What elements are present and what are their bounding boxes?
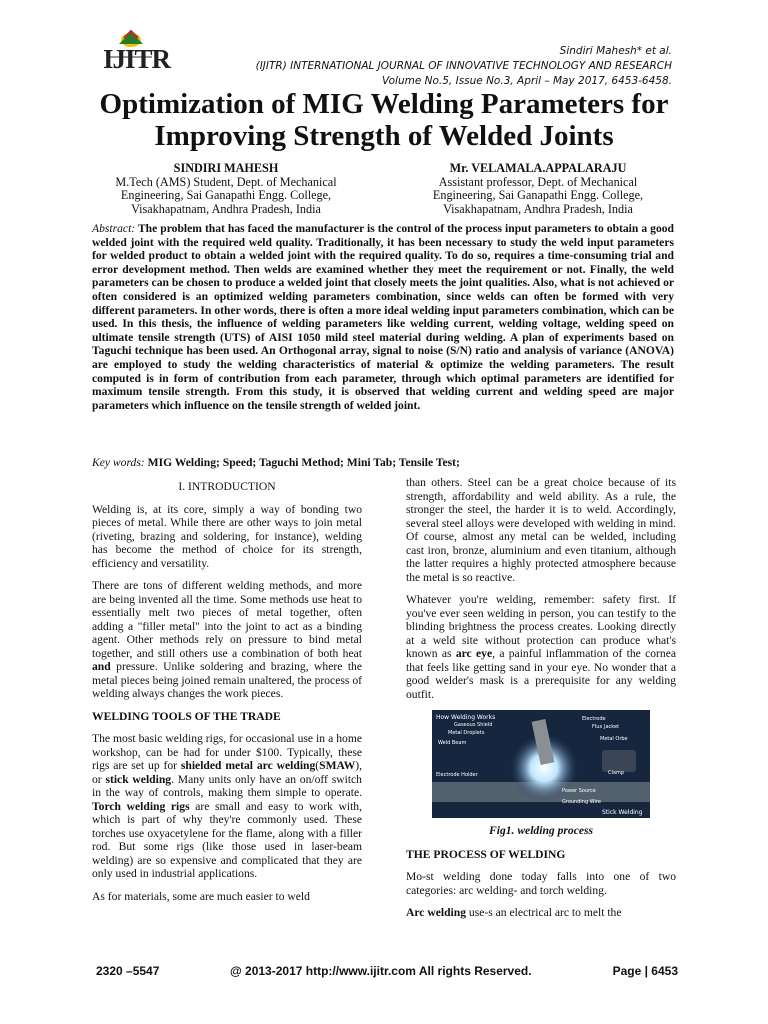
footer-copyright: @ 2013-2017 http://www.ijitr.com All rights Reserved. bbox=[230, 964, 532, 978]
section-heading: WELDING TOOLS OF THE TRADE bbox=[92, 709, 281, 723]
paragraph bbox=[406, 593, 676, 701]
section-heading: I. INTRODUCTION bbox=[178, 480, 276, 493]
text-run: , a painful inflammation of the cornea that feels like getting sand in your eye. No wonder that a good welder's mask is a prerequisite for any welding outfit. bbox=[406, 647, 676, 701]
figure-label: Clamp bbox=[608, 770, 624, 776]
text-run: ), or bbox=[92, 759, 362, 786]
text-run: Torch welding rigs bbox=[92, 799, 190, 813]
text-run: use-s an electrical arc to melt the bbox=[466, 906, 622, 919]
text-run: The most basic welding rigs, for occasional use in a home workshop, can be had for under $100. Typically, these rigs are set up for bbox=[92, 732, 362, 772]
author-name: SINDIRI MAHESH bbox=[173, 161, 279, 175]
paragraph: As for materials, some are much easier to weld bbox=[92, 889, 310, 903]
paragraph bbox=[92, 732, 362, 881]
left-column bbox=[92, 476, 362, 912]
text-run: and bbox=[92, 660, 111, 673]
author-affiliation: Assistant professor, Dept. of Mechanical bbox=[438, 174, 638, 189]
text-run: Arc welding bbox=[406, 906, 467, 919]
text-run: There are tons of different welding methods, and more are being invented all the time. Some methods use heat to essentially melt two pieces of metal together, often adding a "filler metal" into the joint to act as a binding agent. Other methods rely on pressure to bind metal together, and still others use a combination of both heat bbox=[92, 579, 362, 660]
author-affiliation: Visakhapatnam, Andhra Pradesh, India bbox=[131, 201, 321, 216]
figure-label: Stick Welding bbox=[602, 809, 643, 816]
figure-label: Power Source bbox=[562, 788, 596, 794]
author-affiliation: Visakhapatnam, Andhra Pradesh, India bbox=[443, 201, 633, 216]
header-author: Sindiri Mahesh* et al. bbox=[559, 45, 672, 57]
paper-title: Optimization of MIG Welding Parameters for Improving Strength of Welded Joints bbox=[99, 88, 669, 152]
paragraph: Mo-st welding done today falls into one of two categories: arc welding- and torch welding. bbox=[406, 870, 676, 897]
figure-label: Metal Orbe bbox=[600, 736, 628, 742]
footer-issn: 2320 –5547 bbox=[96, 964, 160, 978]
welding-process-figure bbox=[432, 710, 650, 818]
figure-label: Weld Beam bbox=[438, 740, 467, 746]
section-heading: THE PROCESS OF WELDING bbox=[406, 847, 566, 861]
figure-caption: Fig1. welding process bbox=[488, 824, 594, 837]
text-run: Whatever you're welding, remember: safety first. If you've ever seen welding in person, you can testify to the blinding brightness the process creates. Looking directly at a weld site without protection can produce what's known as bbox=[406, 593, 676, 660]
footer-page-number: Page | 6453 bbox=[612, 964, 678, 978]
running-header bbox=[256, 44, 672, 89]
text-run: ( bbox=[315, 759, 320, 772]
text-run: are small and easy to work with, which is part of why they're commonly used. These torches use oxyacetylene for the flame, along with a filler rod. But some rigs (like those used in laser-beam welding) are so expensive and complicated that they are only used in industrial applications. bbox=[92, 799, 362, 880]
keywords-label: Key words: bbox=[92, 456, 145, 469]
text-run: shielded metal arc welding bbox=[180, 759, 316, 772]
figure-label: Grounding Wire bbox=[562, 799, 601, 805]
text-run: . Many units only have an on/off switch in the way of controls, making them simple to operate. bbox=[92, 772, 362, 799]
figure-label: Electrode bbox=[582, 716, 606, 722]
author-affiliation: Engineering, Sai Ganapathi Engg. College, bbox=[120, 188, 332, 202]
right-column bbox=[406, 476, 676, 929]
paragraph: Welding is, at its core, simply a way of bonding two pieces of metal. While there are other ways to join metal (riveting, brazing and soldering, for instance), welding has become the method of choice for its strength, efficiency and versatility. bbox=[92, 502, 362, 570]
keywords-text: MIG Welding; Speed; Taguchi Method; Mini Tab; Tensile Test; bbox=[147, 456, 460, 469]
author-name: Mr. VELAMALA.APPALARAJU bbox=[449, 161, 627, 175]
paragraph bbox=[406, 906, 676, 920]
text-run: stick welding bbox=[105, 772, 172, 786]
figure-label: How Welding Works bbox=[436, 714, 496, 721]
figure-label: Flux Jacket bbox=[592, 724, 620, 730]
paragraph bbox=[92, 579, 362, 701]
keywords bbox=[92, 456, 674, 469]
figure-label: Gaseous Shield bbox=[454, 722, 493, 728]
text-run: SMAW bbox=[319, 759, 356, 772]
abstract-label: Abstract: bbox=[92, 222, 136, 235]
author-block-1 bbox=[76, 162, 376, 216]
author-block-2 bbox=[388, 162, 688, 216]
abstract bbox=[92, 222, 674, 412]
logo-text: IJITR bbox=[103, 44, 171, 74]
abstract-text: The problem that has faced the manufacturer is the control of the process input parameters to obtain a good welded joint with the required weld quality. Traditionally, it has been necessary to study the weld input parameters for welded product to obtain a welded joint with the required quality. To do so, requires a time-consuming trial and error development method. Then welds are examined whether they meet the requirement or not. Finally, the weld parameters can be chosen to produce a welded joint that closely meets the joint qualities. Also, what is not achieved or often considered is an optimized welding parameters combination, since welds can often be formed with very different parameters. In other words, there is often a more ideal welding input parameters combination, which can be used. In this thesis, the influence of welding parameters like welding current, welding voltage, welding speed on ultimate tensile strength (UTS) of AISI 1050 mild steel material during welding. A plan of experiments based on Taguchi technique has been used. An Orthogonal array, signal to noise (S/N) ratio and analysis of variance (ANOVA) are employed to study the welding characteristics of material & optimize the welding parameters. The result computed is in form of contribution from each parameter, through which optimal parameters are identified for maximum tensile strength. From this study, it is observed that welding current and welding speed are major parameters which influence on the tensile strength of welded joint. bbox=[92, 222, 675, 412]
text-run: pressure. Unlike soldering and brazing, where the metal pieces being joined remain unaltered, the process of welding always changes the work pieces. bbox=[92, 660, 362, 700]
text-run: arc eye bbox=[455, 647, 493, 660]
figure-label: Electrode Holder bbox=[436, 772, 478, 778]
author-affiliation: M.Tech (AMS) Student, Dept. of Mechanical bbox=[115, 174, 337, 189]
header-volume: Volume No.5, Issue No.3, April – May 2017, 6453-6458. bbox=[382, 75, 672, 87]
paragraph: than others. Steel can be a great choice because of its strength, affordability and weld ability. As a rule, the stronger the steel, the harder it is to weld. Accordingly, several steel alloys were developed with welding in mind. Of course, almost any metal can be welded, including cast iron, bronze, aluminium and even titanium, although the latter requires a highly protected atmosphere because the metal is so reactive. bbox=[406, 476, 676, 584]
header-journal: (IJITR) INTERNATIONAL JOURNAL OF INNOVATIVE TECHNOLOGY AND RESEARCH bbox=[255, 60, 672, 72]
figure-label: Metal Droplets bbox=[448, 730, 485, 736]
author-affiliation: Engineering, Sai Ganapathi Engg. College, bbox=[432, 188, 644, 202]
